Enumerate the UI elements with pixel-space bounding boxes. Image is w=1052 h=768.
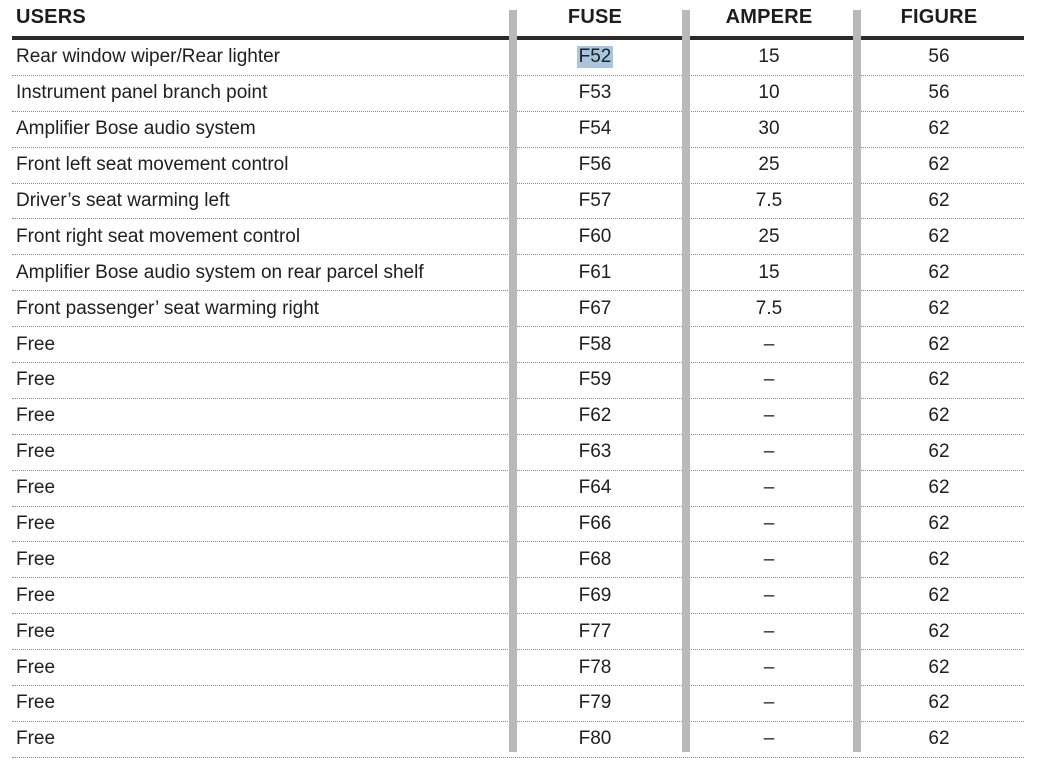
fuse-cell-text: F67 <box>578 297 612 319</box>
figure-cell[interactable] <box>854 112 1024 147</box>
user-cell[interactable] <box>16 148 506 183</box>
user-cell[interactable] <box>16 542 506 577</box>
ampere-cell-text: – <box>763 333 775 355</box>
user-cell[interactable] <box>16 399 506 434</box>
fuse-cell[interactable] <box>510 399 680 434</box>
ampere-cell[interactable] <box>684 507 854 542</box>
user-cell[interactable] <box>16 291 506 326</box>
user-cell-text: Free <box>16 477 56 499</box>
column-divider-ampere <box>682 10 690 752</box>
fuse-cell[interactable] <box>510 507 680 542</box>
ampere-cell[interactable] <box>684 542 854 577</box>
ampere-cell-text: – <box>763 692 775 714</box>
fuse-cell[interactable] <box>510 148 680 183</box>
user-cell[interactable] <box>16 76 506 111</box>
ampere-cell-text: – <box>763 405 775 427</box>
fuse-cell-text: F57 <box>578 190 612 211</box>
figure-cell-text: 62 <box>928 154 950 176</box>
ampere-cell-text: – <box>763 369 775 391</box>
fuse-cell-text: F69 <box>578 584 612 606</box>
figure-cell[interactable] <box>854 650 1024 685</box>
fuse-table <box>12 0 1024 758</box>
figure-cell[interactable] <box>854 148 1024 183</box>
ampere-cell[interactable] <box>684 184 854 219</box>
ampere-cell[interactable] <box>684 650 854 685</box>
ampere-cell-text: 15 <box>758 46 780 68</box>
user-cell[interactable] <box>16 40 506 75</box>
user-cell-text: Free <box>16 584 56 606</box>
ampere-cell-text: 7.5 <box>755 297 783 319</box>
header-ampere: AMPERE <box>725 6 813 28</box>
user-cell[interactable] <box>16 112 506 147</box>
figure-cell[interactable] <box>854 327 1024 362</box>
user-cell[interactable] <box>16 184 506 219</box>
user-cell[interactable] <box>16 614 506 649</box>
figure-cell[interactable] <box>854 40 1024 75</box>
figure-cell-text: 62 <box>928 190 950 211</box>
user-cell[interactable] <box>16 507 506 542</box>
ampere-cell[interactable] <box>684 435 854 470</box>
table-row <box>12 578 1024 614</box>
fuse-cell[interactable] <box>510 363 680 398</box>
table-row <box>12 291 1024 327</box>
table-row <box>12 507 1024 543</box>
ampere-cell[interactable] <box>684 40 854 75</box>
ampere-cell-text: – <box>763 728 775 750</box>
figure-cell[interactable] <box>854 686 1024 721</box>
table-row <box>12 471 1024 507</box>
figure-cell-text: 62 <box>928 584 950 606</box>
table-row <box>12 614 1024 650</box>
figure-cell-text: 62 <box>928 405 950 427</box>
figure-cell[interactable] <box>854 184 1024 219</box>
ampere-cell-text: – <box>763 513 775 535</box>
figure-cell[interactable] <box>854 399 1024 434</box>
table-row <box>12 40 1024 76</box>
fuse-cell-text: F62 <box>578 405 612 427</box>
selected-text: F52 <box>578 46 612 68</box>
fuse-cell-text: F58 <box>578 333 612 355</box>
table-row <box>12 399 1024 435</box>
figure-cell-text: 56 <box>928 82 950 104</box>
header-fuse: FUSE <box>567 6 623 28</box>
user-cell-text: Instrument panel branch point <box>16 82 268 104</box>
table-row <box>12 542 1024 578</box>
ampere-cell[interactable] <box>684 291 854 326</box>
figure-cell-text: 62 <box>928 297 950 319</box>
user-cell[interactable] <box>16 578 506 613</box>
fuse-cell-text: F80 <box>578 728 612 750</box>
user-cell-text: Rear window wiper/Rear lighter <box>16 46 280 68</box>
fuse-cell-text: F56 <box>578 154 612 176</box>
user-cell[interactable] <box>16 255 506 290</box>
table-body <box>12 40 1024 758</box>
user-cell-text: Amplifier Bose audio system on rear parcel shelf <box>16 261 424 283</box>
table-row <box>12 255 1024 291</box>
user-cell[interactable] <box>16 219 506 254</box>
ampere-cell[interactable] <box>684 578 854 613</box>
fuse-cell-text: F78 <box>578 656 612 678</box>
header-users: USERS <box>16 6 86 28</box>
fuse-cell[interactable] <box>510 722 680 757</box>
fuse-cell[interactable] <box>510 112 680 147</box>
figure-cell-text: 62 <box>928 728 950 750</box>
user-cell-text: Amplifier Bose audio system <box>16 118 256 140</box>
figure-cell[interactable] <box>854 542 1024 577</box>
ampere-cell-text: 15 <box>758 261 780 283</box>
user-cell-text: Free <box>16 405 56 427</box>
fuse-cell[interactable] <box>510 255 680 290</box>
table-row <box>12 686 1024 722</box>
header-figure: FIGURE <box>900 6 978 28</box>
fuse-cell-text: F77 <box>578 620 612 642</box>
figure-cell-text: 62 <box>928 225 950 247</box>
ampere-cell[interactable] <box>684 255 854 290</box>
fuse-cell-text: F60 <box>578 225 612 247</box>
ampere-cell[interactable] <box>684 722 854 757</box>
ampere-cell-text: 30 <box>758 118 780 140</box>
figure-cell[interactable] <box>854 291 1024 326</box>
table-row <box>12 435 1024 471</box>
figure-cell-text: 62 <box>928 548 950 570</box>
ampere-cell-text: – <box>763 477 775 499</box>
table-row <box>12 722 1024 758</box>
ampere-cell-text: 10 <box>758 82 780 104</box>
fuse-cell[interactable] <box>510 471 680 506</box>
table-row <box>12 148 1024 184</box>
ampere-cell-text: 25 <box>758 225 780 247</box>
fuse-cell-text: F59 <box>578 369 612 391</box>
figure-cell[interactable] <box>854 614 1024 649</box>
figure-cell-text: 62 <box>928 692 950 714</box>
user-cell-text: Free <box>16 548 56 570</box>
figure-cell-text: 62 <box>928 656 950 678</box>
figure-cell[interactable] <box>854 578 1024 613</box>
table-row <box>12 363 1024 399</box>
table-row <box>12 184 1024 220</box>
fuse-cell[interactable] <box>510 76 680 111</box>
fuse-cell[interactable] <box>510 650 680 685</box>
user-cell-text: Driver’s seat warming left <box>16 190 230 211</box>
figure-cell-text: 62 <box>928 477 950 499</box>
user-cell-text: Front left seat movement control <box>16 154 289 176</box>
table-row <box>12 327 1024 363</box>
fuse-cell-text: F64 <box>578 477 612 499</box>
ampere-cell-text: – <box>763 548 775 570</box>
user-cell-text: Free <box>16 333 56 355</box>
fuse-cell-text: F68 <box>578 548 612 570</box>
fuse-cell[interactable] <box>510 435 680 470</box>
fuse-cell-text: F63 <box>578 441 612 463</box>
fuse-cell[interactable] <box>510 578 680 613</box>
ampere-cell-text: 7.5 <box>755 190 783 211</box>
column-divider-fuse <box>509 10 517 752</box>
ampere-cell-text: – <box>763 620 775 642</box>
figure-cell[interactable] <box>854 76 1024 111</box>
user-cell[interactable] <box>16 686 506 721</box>
user-cell-text: Front right seat movement control <box>16 225 301 247</box>
user-cell-text: Free <box>16 692 56 714</box>
ampere-cell[interactable] <box>684 148 854 183</box>
column-divider-figure <box>853 10 861 752</box>
ampere-cell[interactable] <box>684 399 854 434</box>
fuse-cell-text: F79 <box>578 692 612 714</box>
user-cell-text: Free <box>16 513 56 535</box>
ampere-cell-text: – <box>763 656 775 678</box>
ampere-cell[interactable] <box>684 219 854 254</box>
figure-cell[interactable] <box>854 722 1024 757</box>
figure-cell-text: 62 <box>928 118 950 140</box>
user-cell[interactable] <box>16 327 506 362</box>
figure-cell-text: 62 <box>928 513 950 535</box>
fuse-cell[interactable] <box>510 327 680 362</box>
user-cell[interactable] <box>16 471 506 506</box>
fuse-cell-text: F53 <box>578 82 612 104</box>
fuse-cell[interactable] <box>510 291 680 326</box>
figure-cell-text: 62 <box>928 261 950 283</box>
fuse-cell[interactable] <box>510 614 680 649</box>
figure-cell-text: 56 <box>928 46 950 68</box>
figure-cell[interactable] <box>854 507 1024 542</box>
fuse-cell-text: F66 <box>578 513 612 535</box>
user-cell-text: Free <box>16 620 56 642</box>
figure-cell-text: 62 <box>928 333 950 355</box>
table-row <box>12 112 1024 148</box>
table-row <box>12 650 1024 686</box>
fuse-cell[interactable] <box>510 686 680 721</box>
fuse-cell[interactable] <box>510 219 680 254</box>
ampere-cell-text: – <box>763 441 775 463</box>
fuse-cell-text: F54 <box>578 118 612 140</box>
ampere-cell-text: 25 <box>758 154 780 176</box>
fuse-cell[interactable] <box>510 542 680 577</box>
table-header <box>12 0 1024 40</box>
ampere-cell-text: – <box>763 584 775 606</box>
fuse-cell[interactable] <box>510 40 680 75</box>
user-cell[interactable] <box>16 722 506 757</box>
user-cell[interactable] <box>16 363 506 398</box>
figure-cell-text: 62 <box>928 369 950 391</box>
figure-cell[interactable] <box>854 363 1024 398</box>
ampere-cell[interactable] <box>684 112 854 147</box>
figure-cell[interactable] <box>854 435 1024 470</box>
ampere-cell[interactable] <box>684 471 854 506</box>
ampere-cell[interactable] <box>684 686 854 721</box>
fuse-cell-text: F61 <box>578 261 612 283</box>
user-cell[interactable] <box>16 435 506 470</box>
user-cell-text: Free <box>16 656 56 678</box>
table-row <box>12 219 1024 255</box>
figure-cell-text: 62 <box>928 441 950 463</box>
user-cell-text: Front passenger’ seat warming right <box>16 297 320 319</box>
figure-cell-text: 62 <box>928 620 950 642</box>
user-cell-text: Free <box>16 369 56 391</box>
figure-cell[interactable] <box>854 471 1024 506</box>
ampere-cell[interactable] <box>684 363 854 398</box>
ampere-cell[interactable] <box>684 327 854 362</box>
figure-cell[interactable] <box>854 219 1024 254</box>
user-cell-text: Free <box>16 728 56 750</box>
fuse-cell[interactable] <box>510 184 680 219</box>
ampere-cell[interactable] <box>684 76 854 111</box>
table-row <box>12 76 1024 112</box>
figure-cell[interactable] <box>854 255 1024 290</box>
user-cell[interactable] <box>16 650 506 685</box>
user-cell-text: Free <box>16 441 56 463</box>
ampere-cell[interactable] <box>684 614 854 649</box>
